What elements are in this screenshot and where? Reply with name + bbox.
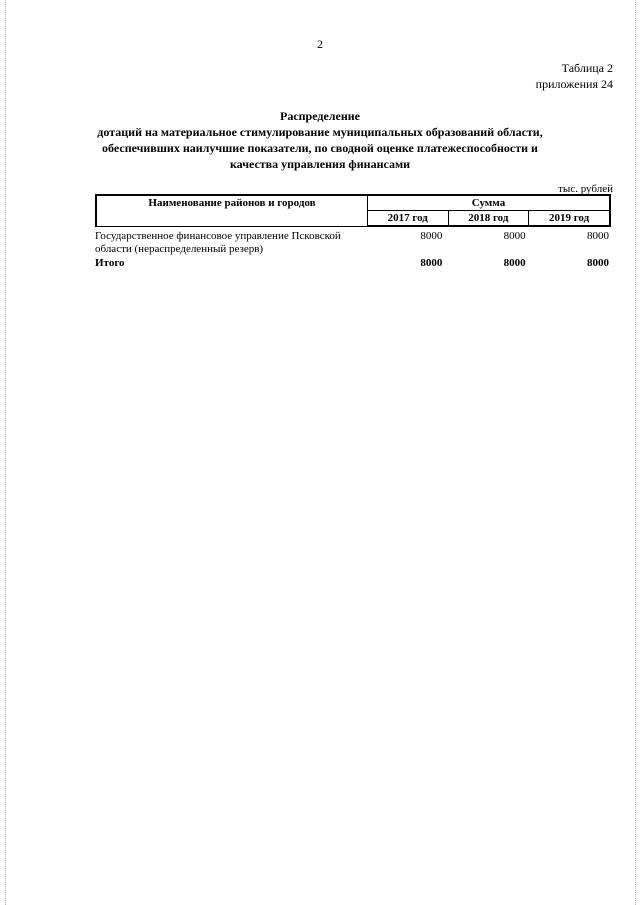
left-margin-line bbox=[5, 0, 6, 905]
total-value-2018: 8000 bbox=[503, 257, 526, 269]
header-year-2017: 2017 год bbox=[368, 211, 449, 227]
total-row bbox=[95, 256, 611, 270]
table-reference-line1: Таблица 2 bbox=[561, 61, 613, 75]
table-row bbox=[95, 230, 611, 256]
total-value-2019: 8000 bbox=[587, 257, 609, 269]
table-body bbox=[95, 230, 611, 270]
header-sum: Сумма bbox=[368, 195, 611, 211]
table-reference bbox=[536, 60, 613, 92]
row-name-line1: Государственное финансовое управление Псковской bbox=[95, 230, 341, 242]
row-name-line2: области (нераспределенный резерв) bbox=[95, 243, 264, 255]
right-margin-line bbox=[635, 0, 636, 905]
row-name bbox=[95, 230, 361, 256]
row-value-2017: 8000 bbox=[420, 230, 443, 242]
total-label: Итого bbox=[95, 257, 125, 269]
title-line3: обеспечивших наилучшие показатели, по сводной оценке платежеспособности и bbox=[102, 141, 538, 155]
row-value-2019: 8000 bbox=[587, 230, 609, 242]
units-label: тыс. рублей bbox=[558, 183, 613, 195]
table-header bbox=[95, 194, 611, 227]
page-number: 2 bbox=[317, 37, 323, 51]
document-title bbox=[80, 108, 560, 172]
header-name: Наименование районов и городов bbox=[96, 195, 368, 226]
header-year-2019: 2019 год bbox=[529, 211, 610, 227]
header-year-2018: 2018 год bbox=[448, 211, 529, 227]
title-line2: дотаций на материальное стимулирование муниципальных образований области, bbox=[97, 125, 543, 139]
total-value-2017: 8000 bbox=[420, 257, 443, 269]
title-line1: Распределение bbox=[279, 109, 361, 123]
row-value-2018: 8000 bbox=[503, 230, 526, 242]
title-line4: качества управления финансами bbox=[229, 157, 411, 171]
table-reference-line2: приложения 24 bbox=[535, 77, 613, 91]
